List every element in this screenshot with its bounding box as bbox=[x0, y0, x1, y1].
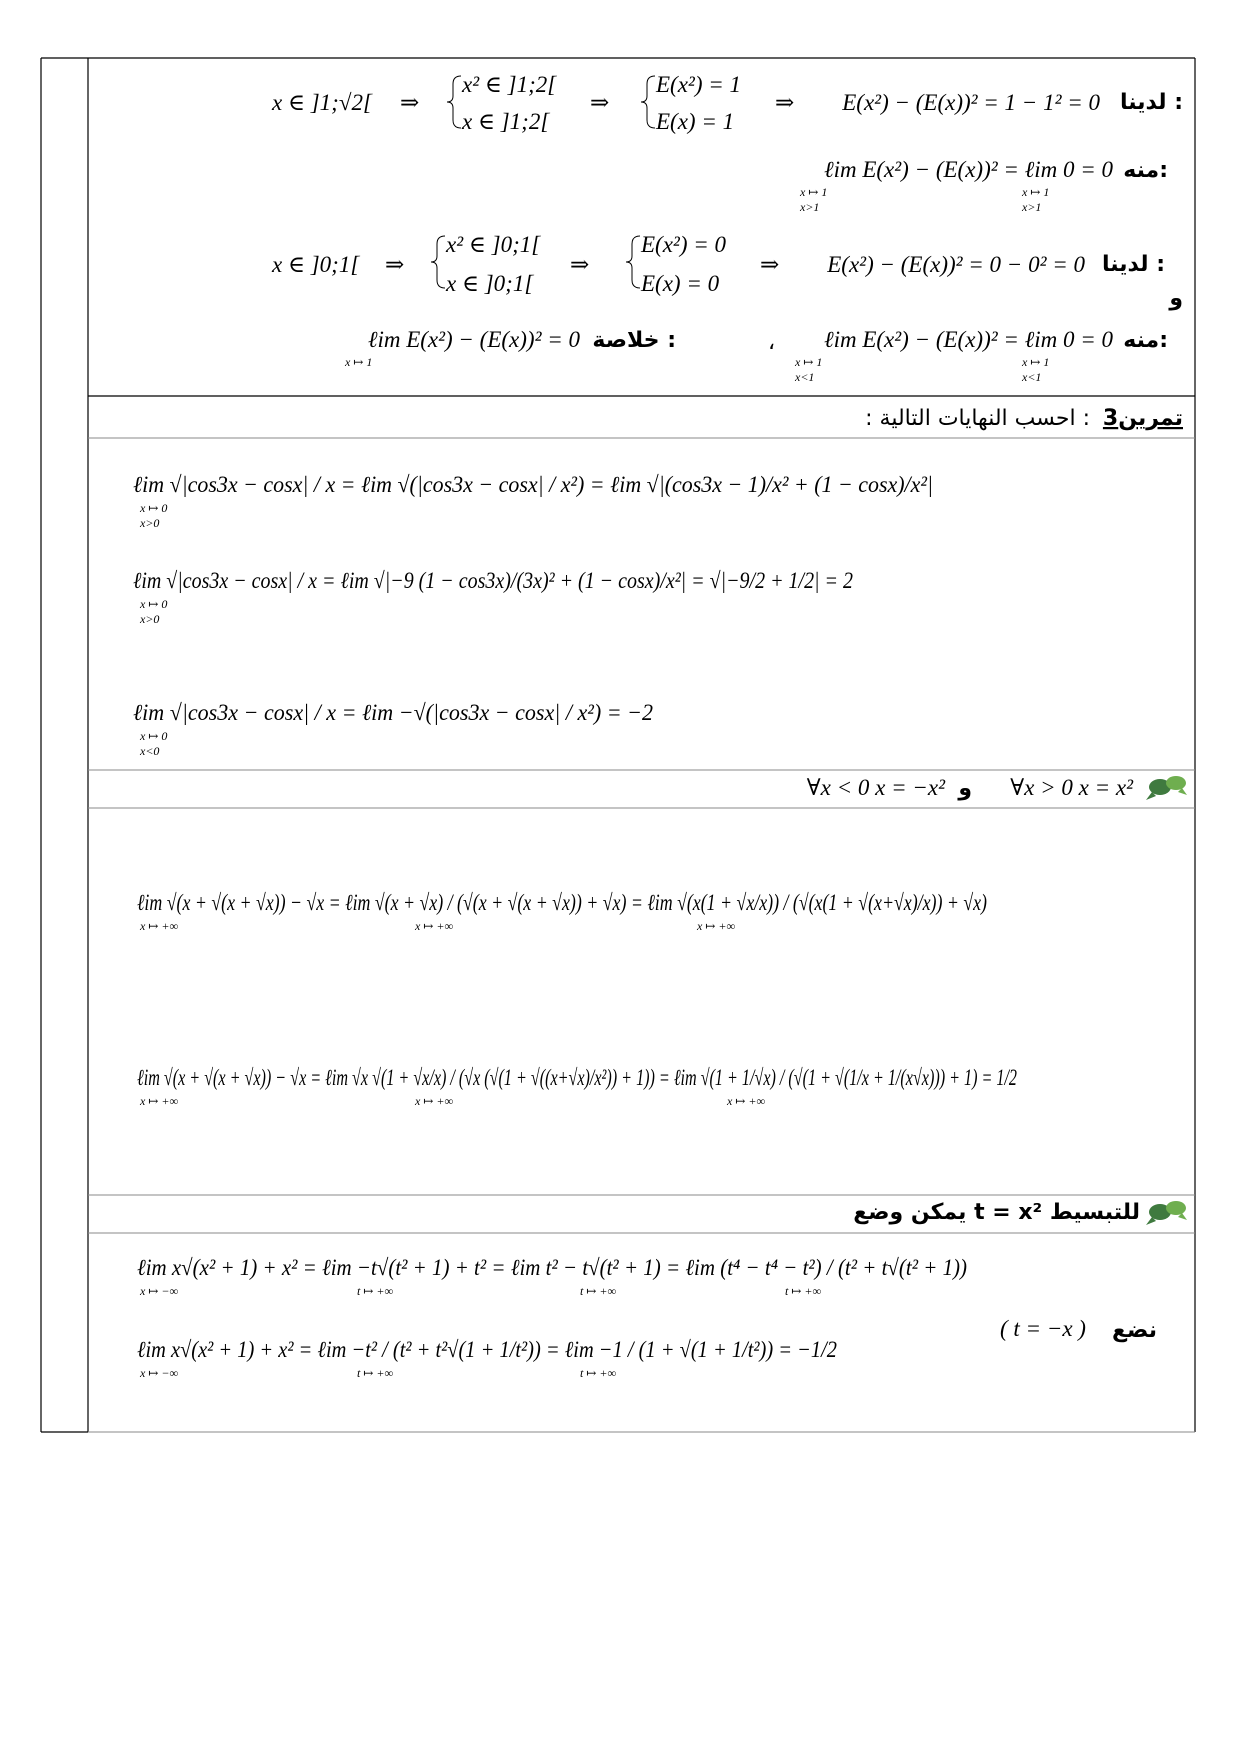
row3-arrow3: ⇒ bbox=[760, 252, 780, 277]
t-line2-cond-t1: t ↦ +∞ bbox=[357, 1366, 394, 1380]
exercise3-instruction: : احسب النهايات التالية : bbox=[865, 406, 1090, 431]
ex3-line1-cond-b: x>0 bbox=[140, 516, 160, 530]
summary-label: خلاصة : bbox=[592, 328, 676, 353]
t-line1-cond-t3: t ↦ +∞ bbox=[785, 1284, 822, 1298]
row1-system2-a: E(x²) = 1 bbox=[656, 72, 741, 97]
row1-system1-a: x² ∈ ]1;2[ bbox=[462, 72, 557, 97]
row2-cond-b: x>1 bbox=[800, 200, 820, 214]
note1-row bbox=[807, 775, 1187, 801]
substitution-label: نضع bbox=[1112, 1318, 1157, 1343]
row3-arrow1: ⇒ bbox=[385, 252, 405, 277]
row2-label: منه: bbox=[1123, 158, 1168, 183]
sqrt-line1: ℓim √(x + √(x + √x)) − √x = ℓim √(x + √x) / (√(x + √(x + √x)) + √x) = ℓim √(x(1 + √x/x)) / (√(x(1 + √(x+√x)/x)) + √x) bbox=[137, 890, 987, 915]
t-line1-cond-x: x ↦ −∞ bbox=[140, 1284, 179, 1298]
row1-domain: x ∈ ]1;√2[ bbox=[272, 90, 372, 115]
t-line2: ℓim x√(x² + 1) + x² = ℓim −t² / (t² + t²√(1 + 1/t²)) = ℓim −1 / (1 + √(1 + 1/t²)) = −1/2 bbox=[137, 1337, 837, 1362]
row2-cond-a: x ↦ 1 bbox=[800, 185, 828, 199]
row1-brace2 bbox=[641, 76, 655, 128]
part1-row1 bbox=[271, 72, 1183, 134]
row1-arrow2: ⇒ bbox=[590, 90, 610, 115]
row1-brace1 bbox=[447, 76, 461, 128]
note2-row bbox=[853, 1200, 1187, 1225]
row3-result: E(x²) − (E(x))² = 0 − 0² = 0 bbox=[827, 252, 1085, 277]
t-line1: ℓim x√(x² + 1) + x² = ℓim −t√(t² + 1) + t² = ℓim t² − t√(t² + 1) = ℓim (t⁴ − t⁴ − t²) / (t² + t√(t² + 1)) bbox=[137, 1255, 967, 1280]
substitution-expr: ( t = −x ) bbox=[1000, 1316, 1086, 1341]
row4-cond2-b: x<1 bbox=[1022, 370, 1042, 384]
sqrt-line2-cond: x ↦ +∞ bbox=[140, 1094, 179, 1108]
t-exercise-line2 bbox=[137, 1316, 1157, 1380]
row1-result: E(x²) − (E(x))² = 1 − 1² = 0 bbox=[842, 90, 1100, 115]
row3-system1-a: x² ∈ ]0;1[ bbox=[446, 232, 541, 257]
exercise3-line1 bbox=[133, 472, 933, 530]
row3-label: لدينا : bbox=[1102, 252, 1165, 277]
sqrt-line1-cond-2: x ↦ +∞ bbox=[415, 919, 454, 933]
part1-row2 bbox=[799, 157, 1168, 214]
row3-system2-a: E(x²) = 0 bbox=[641, 232, 726, 257]
speech-bubbles-icon bbox=[1146, 1201, 1187, 1225]
ex3-line2-cond-a: x ↦ 0 bbox=[140, 597, 168, 611]
conjunction-and: و bbox=[1169, 286, 1183, 311]
row3-domain: x ∈ ]0;1[ bbox=[272, 252, 360, 277]
row3-system1-b: x ∈ ]0;1[ bbox=[446, 271, 534, 296]
row4-expr: ℓim E(x²) − (E(x))² = ℓim 0 = 0 bbox=[824, 327, 1113, 352]
exercise3-title: تمرين3 bbox=[1102, 406, 1183, 431]
t-line1-cond-t1: t ↦ +∞ bbox=[357, 1284, 394, 1298]
speech-bubbles-icon bbox=[1146, 776, 1187, 800]
part1-row4 bbox=[344, 327, 1168, 384]
ex3-line1-cond-a: x ↦ 0 bbox=[140, 501, 168, 515]
row4-comma: ، bbox=[768, 330, 776, 355]
row1-label: لدينا : bbox=[1120, 90, 1183, 115]
sqrt-line2-cond-2: x ↦ +∞ bbox=[415, 1094, 454, 1108]
sqrt-line1-cond-3: x ↦ +∞ bbox=[697, 919, 736, 933]
sqrt-exercise-line1 bbox=[137, 890, 987, 933]
summary-expr: ℓim E(x²) − (E(x))² = 0 bbox=[367, 327, 580, 352]
note1-left: ∀x < 0 x = −x² bbox=[806, 775, 945, 800]
row1-system1-b: x ∈ ]1;2[ bbox=[462, 109, 550, 134]
ex3-line3: ℓim √|cos3x − cosx| / x = ℓim −√(|cos3x − cosx| / x²) = −2 bbox=[133, 700, 653, 725]
row1-arrow3: ⇒ bbox=[775, 90, 795, 115]
row2-cond2-a: x ↦ 1 bbox=[1022, 185, 1050, 199]
sqrt-line1-cond: x ↦ +∞ bbox=[140, 919, 179, 933]
sqrt-line2-cond-3: x ↦ +∞ bbox=[727, 1094, 766, 1108]
row4-cond2-a: x ↦ 1 bbox=[1022, 355, 1050, 369]
row2-cond2-b: x>1 bbox=[1022, 200, 1042, 214]
ex3-line3-cond-a: x ↦ 0 bbox=[140, 729, 168, 743]
t-line2-cond-x: x ↦ −∞ bbox=[140, 1366, 179, 1380]
ex3-line1: ℓim √|cos3x − cosx| / x = ℓim √(|cos3x − cosx| / x²) = ℓim √|(cos3x − 1)/x² + (1 − cosx)/x²| bbox=[133, 472, 933, 497]
t-line2-cond-t2: t ↦ +∞ bbox=[580, 1366, 617, 1380]
sqrt-exercise-line2 bbox=[137, 1065, 1017, 1108]
row2-expr: ℓim E(x²) − (E(x))² = ℓim 0 = 0 bbox=[824, 157, 1113, 182]
ex3-line3-cond-b: x<0 bbox=[140, 744, 160, 758]
note1-conj: و bbox=[958, 776, 972, 801]
row3-arrow2: ⇒ bbox=[570, 252, 590, 277]
row4-label: منه: bbox=[1123, 328, 1168, 353]
exercise3-line2 bbox=[133, 568, 853, 626]
note2-text: يمكن وضع t = x² للتبسيط bbox=[853, 1200, 1140, 1225]
note1-right: ∀x > 0 x = x² bbox=[1010, 775, 1133, 800]
t-exercise-line1 bbox=[137, 1255, 967, 1298]
summary-cond: x ↦ 1 bbox=[345, 355, 373, 369]
exercise3-line3 bbox=[133, 700, 653, 758]
t-line1-cond-t2: t ↦ +∞ bbox=[580, 1284, 617, 1298]
part1-row3 bbox=[271, 232, 1183, 311]
row1-system2-b: E(x) = 1 bbox=[656, 109, 735, 134]
row4-cond-b: x<1 bbox=[795, 370, 815, 384]
row3-system2-b: E(x) = 0 bbox=[641, 271, 720, 296]
ex3-line2-cond-b: x>0 bbox=[140, 612, 160, 626]
ex3-line2: ℓim √|cos3x − cosx| / x = ℓim √|−9 (1 − cos3x)/(3x)² + (1 − cosx)/x²| = √|−9/2 + 1/2| = 2 bbox=[133, 568, 853, 593]
row3-brace2 bbox=[626, 236, 640, 288]
sqrt-line2: ℓim √(x + √(x + √x)) − √x = ℓim √x √(1 + √x/x) / (√x (√(1 + √((x+√x)/x²)) + 1)) = ℓim √(1 + 1/√x) / (√(1 + √(1/x + 1/(x√x))) + 1) = 1/2 bbox=[137, 1065, 1017, 1090]
row3-brace1 bbox=[431, 236, 445, 288]
row4-cond-a: x ↦ 1 bbox=[795, 355, 823, 369]
exercise3-header bbox=[865, 406, 1183, 431]
row1-arrow1: ⇒ bbox=[400, 90, 420, 115]
